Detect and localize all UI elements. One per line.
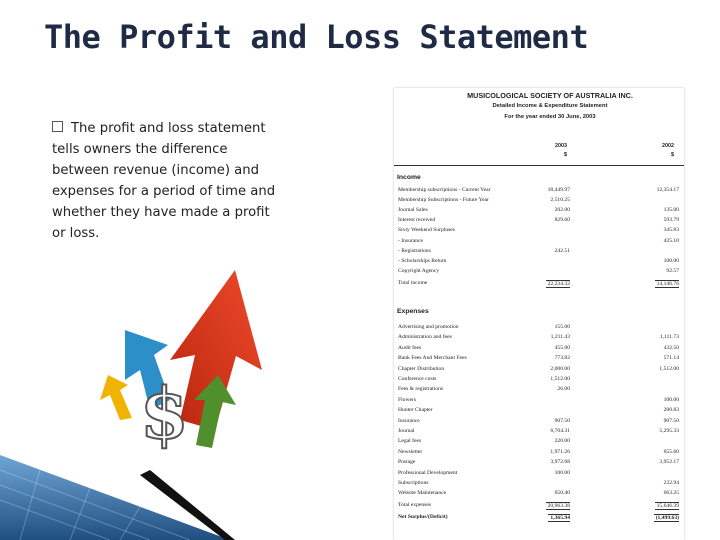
row-label: - Scholarships Return <box>398 257 447 264</box>
income-row <box>394 268 684 277</box>
row-value-2003: 907.50 <box>554 417 570 424</box>
income-statement-document <box>394 88 684 540</box>
row-value-2002: 907.50 <box>663 417 679 424</box>
expense-row <box>394 324 684 333</box>
currency-2003-header: $ <box>564 152 567 158</box>
row-value-2003: 2,000.00 <box>550 365 570 372</box>
expense-row <box>394 397 684 406</box>
statement-org: MUSICOLOGICAL SOCIETY OF AUSTRALIA INC. <box>467 91 633 100</box>
income-section-title: Income <box>397 174 421 181</box>
row-value-2002: 1,111.73 <box>659 334 679 341</box>
row-value-2002: 663.25 <box>663 490 679 497</box>
row-value-2002: 100.00 <box>663 396 679 403</box>
row-value-2003: 202.00 <box>554 207 570 214</box>
row-value-2002: 3,952.17 <box>659 459 679 466</box>
row-label: Net Surplus/(Deficit) <box>398 513 448 520</box>
expense-row <box>394 428 684 437</box>
row-value-2003: 6,704.31 <box>550 428 570 434</box>
bullet-text: The profit and loss statement tells owners the difference between revenue (income) and expenses for a period of time and whether they have made a profit or loss. <box>52 121 276 241</box>
row-value-2002: 593.79 <box>663 217 679 224</box>
row-value-2003: 1,971.26 <box>550 448 570 455</box>
row-value-2003: 155.00 <box>554 324 570 330</box>
row-value-2003: 1,512.00 <box>550 376 570 382</box>
expense-row <box>394 334 684 343</box>
row-value-2003: 3,972.68 <box>550 459 570 466</box>
expense-row <box>394 407 684 416</box>
row-label: Journal <box>398 428 415 434</box>
slide-title: The Profit and Loss Statement <box>44 18 589 56</box>
income-row <box>394 227 684 236</box>
income-row <box>394 217 684 226</box>
row-value-2003: 455.00 <box>554 344 570 351</box>
row-value-2002: 345.83 <box>663 227 679 234</box>
expense-row <box>394 449 684 458</box>
row-value-2002: 5,295.33 <box>659 428 679 434</box>
row-value-2002: 100.00 <box>663 257 679 264</box>
row-value-2003: 26.00 <box>557 386 570 393</box>
row-label: Subscriptions <box>398 480 429 486</box>
row-value-2003: 242.51 <box>554 247 570 254</box>
currency-2002-header: $ <box>671 152 674 158</box>
year-2002-header: 2002 <box>662 143 674 149</box>
expense-row <box>394 480 684 489</box>
row-value-2002: 425.10 <box>663 237 679 244</box>
row-value-2002: 200.83 <box>663 407 679 414</box>
row-value-2003: 1,365.94 <box>550 514 570 521</box>
row-label: - Registrations <box>398 247 431 254</box>
expense-row <box>394 386 684 395</box>
row-value-2002: (1,499.63) <box>655 514 679 521</box>
row-label: - Insurance <box>398 237 424 244</box>
row-label: Legal fees <box>398 438 422 445</box>
row-value-2003: 20,963.38 <box>547 502 570 509</box>
row-value-2003: 2,510.25 <box>550 197 570 204</box>
row-value-2002: 571.14 <box>663 355 679 362</box>
expense-row <box>394 438 684 447</box>
row-value-2003: 773.82 <box>554 355 570 362</box>
expense-total-row <box>394 502 684 511</box>
row-label: Journal Sales <box>398 207 428 214</box>
income-row <box>394 238 684 247</box>
bullet-square-icon <box>52 121 63 132</box>
bullet-text-block <box>52 118 282 244</box>
row-value-2002: 135.00 <box>663 207 679 214</box>
row-value-2003: 18,449.97 <box>547 187 570 193</box>
row-label: Hunter Chapter <box>398 407 433 414</box>
row-label: Insurance <box>398 417 420 424</box>
year-2003-header: 2003 <box>555 143 567 149</box>
income-total-row <box>394 280 684 289</box>
row-value-2003: 829.60 <box>554 217 570 224</box>
expense-row <box>394 418 684 427</box>
row-label: Membership subscriptions - Current Year <box>398 187 491 193</box>
expenses-section-title: Expenses <box>397 308 429 315</box>
row-label: Fees & registrations <box>398 386 444 393</box>
row-value-2002: 1,512.00 <box>659 365 679 372</box>
row-value-2003: 100.00 <box>554 469 570 476</box>
row-label: Copyright Agency <box>398 267 440 274</box>
row-value-2003: 650.40 <box>554 490 570 497</box>
row-label: Conference costs <box>398 376 437 382</box>
yellow-arrow-shape <box>100 375 132 420</box>
row-label: Professional Development <box>398 469 458 476</box>
dollar-sign-icon: $ <box>140 372 189 455</box>
income-row <box>394 197 684 206</box>
row-value-2002: 432.50 <box>663 344 679 351</box>
row-value-2002: 92.57 <box>666 267 679 274</box>
expense-row <box>394 366 684 375</box>
row-label: Audit fees <box>398 344 422 351</box>
income-row <box>394 258 684 267</box>
row-value-2002: 232.94 <box>663 480 679 486</box>
row-label: Website Maintenance <box>398 490 447 497</box>
expense-row <box>394 459 684 468</box>
expense-row <box>394 490 684 499</box>
income-row <box>394 248 684 257</box>
row-label: Chapter Distribution <box>398 365 445 372</box>
header-rule <box>394 165 684 166</box>
row-value-2003: 1,211.43 <box>550 334 570 341</box>
row-value-2002: 12,354.17 <box>656 187 679 193</box>
row-label: Postage <box>398 459 416 466</box>
row-label: Administration and fees <box>398 334 452 341</box>
expense-row <box>394 376 684 385</box>
row-value-2003: 22,234.32 <box>547 280 570 287</box>
row-label: Advertising and promotion <box>398 324 459 330</box>
row-value-2002: 14,146.76 <box>656 280 679 287</box>
expense-row <box>394 355 684 364</box>
row-value-2002: 15,646.39 <box>656 502 679 509</box>
row-value-2002: 655.60 <box>663 448 679 455</box>
row-label: Total income <box>398 279 428 286</box>
row-label: Total expenses <box>398 501 432 508</box>
expense-row <box>394 470 684 479</box>
row-label: Interest received <box>398 217 436 224</box>
row-label: Membership Subscriptions - Future Year <box>398 197 489 204</box>
statement-period: For the year ended 30 June, 2003 <box>504 114 596 120</box>
income-row <box>394 207 684 216</box>
row-value-2003: 220.00 <box>554 438 570 445</box>
income-row <box>394 187 684 196</box>
row-label: Sixty Weekend Surpluses <box>398 227 455 234</box>
expense-row <box>394 345 684 354</box>
statement-subtitle: Detailed Income & Expenditure Statement <box>492 103 608 109</box>
net-surplus-row <box>394 514 684 523</box>
row-label: Flowers <box>398 396 417 403</box>
row-label: Newsletter <box>398 448 423 455</box>
growth-arrows-dollar-icon <box>0 270 400 540</box>
row-label: Bank Fees And Merchant Fees <box>398 355 467 362</box>
